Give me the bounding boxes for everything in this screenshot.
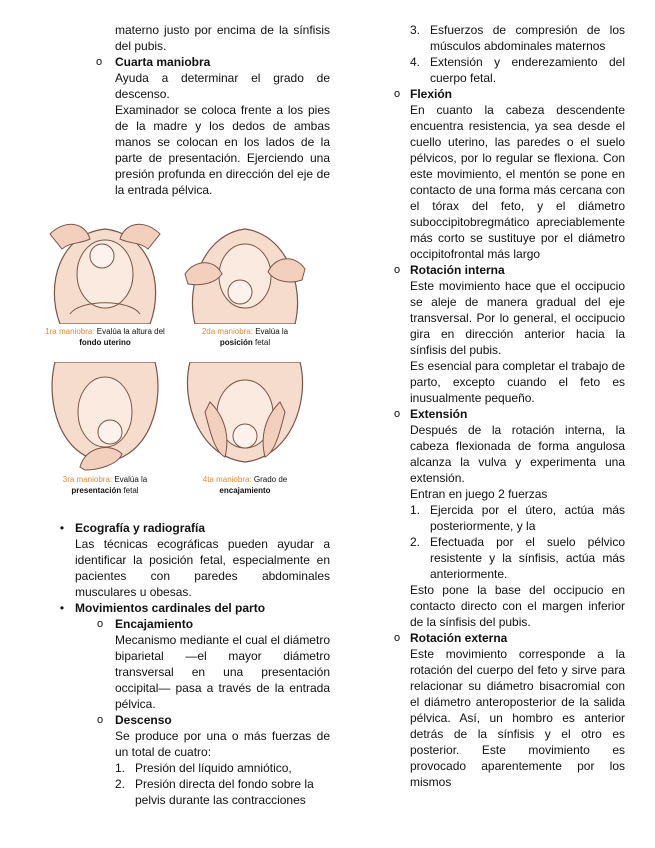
list-item: 4. Extensión y enderezamiento del cuerpo fetal.: [410, 55, 625, 85]
circle-bullet-icon: o: [393, 632, 401, 644]
right-column: [390, 22, 625, 790]
list-item: 3. Esfuerzos de compresión de los músculos abdominales maternos: [410, 23, 625, 53]
circle-bullet-icon: o: [96, 618, 104, 630]
list-item: 2. Efectuada por el suelo pélvico resistente y la sínfisis, actúa más anteriormente.: [410, 535, 625, 581]
maneuver-illustration-3: [40, 362, 170, 502]
extension-text-2: Entran en juego 2 fuerzas: [410, 487, 548, 501]
encajamiento-heading: o Encajamiento: [55, 616, 330, 632]
extension-text-1: Después de la rotación interna, la cabeza flexionada de forma angulosa alcanza la vulva y experimenta una extensión.: [410, 423, 625, 485]
circle-bullet-icon: o: [95, 56, 103, 68]
bullet-dot-icon: •: [59, 601, 65, 615]
rotacion-interna-text-1: Este movimiento hace que el occipucio se aleje de manera gradual del eje transversal. Por lo general, el occipucio gira en dirección anterior hacia la sínfisis del pubis.: [410, 279, 625, 357]
abdomen-hands-image: [180, 214, 310, 324]
list-item: 1. Ejercida por el útero, actúa más posteriormente, y la: [410, 503, 625, 533]
maneuver-illustration-1: [40, 214, 170, 354]
ecografia-heading: • Ecografía y radiografía: [55, 520, 330, 536]
rotacion-interna-heading: o Rotación interna: [390, 262, 625, 278]
left-column-bottom: [55, 520, 330, 808]
extension-heading: o Extensión: [390, 406, 625, 422]
list-item: 2. Presión directa del fondo sobre la pelvis durante las contracciones: [115, 777, 314, 807]
list-item: 1. Presión del líquido amniótico,: [115, 761, 292, 775]
cuarta-maniobra-text-2: Examinador se coloca frente a los pies de la madre y los dedos de ambas manos se colocan en los lados de la parte de presentación. Ejerciendo una presión profunda en dirección del eje de la entrada pélvica.: [115, 103, 330, 197]
flexion-heading: o Flexión: [390, 86, 625, 102]
rotacion-externa-heading: o Rotación externa: [390, 630, 625, 646]
ecografia-text: Las técnicas ecográficas pueden ayudar a identificar la posición fetal, especialmente en pacientes con paredes abdominales musculares u obesas.: [75, 537, 330, 599]
movimientos-heading: • Movimientos cardinales del parto: [55, 600, 330, 616]
rotacion-interna-text-2: Es esencial para completar el trabajo de parto, excepto cuando el feto es inusualmente pequeño.: [410, 359, 625, 405]
maneuver-illustration-4: [180, 362, 310, 502]
cuarta-maniobra-text-1: Ayuda a determinar el grado de descenso.: [115, 71, 330, 101]
descenso-heading: o Descenso: [55, 712, 330, 728]
maneuver-caption-3: 3ra maniobra: Evalúa la presentación fetal: [62, 475, 148, 495]
continued-text: materno justo por encima de la sínfisis del pubis.: [115, 23, 330, 53]
maneuver-caption-4: 4ta maniobra: Grado de encajamiento: [202, 475, 288, 495]
flexion-text: En cuanto la cabeza descendente encuentra resistencia, ya sea desde el cuello uterino, las paredes o el suelo pélvicos, por lo regular se flexiona. Con este movimiento, el mentón se pone en contacto de una forma más cercana con el tórax del feto, y el diámetro suboccipitobregmático apreciablemente más corto se sustituye por el diámetro occipitofrontal más largo: [410, 103, 625, 261]
descenso-text: Se produce por una o más fuerzas de un total de cuatro:: [115, 729, 330, 759]
rotacion-externa-text: Este movimiento corresponde a la rotación del cuerpo del feto y sirve para relacionar su diámetro bisacromial con el diámetro anteroposterior de la salida pélvica. Así, un hombro es anterior detrás de la sínfisis y el otro es posterior. Este movimiento es provocado aparentemente por los mismos: [410, 647, 625, 789]
abdomen-hands-image: [40, 214, 170, 324]
circle-bullet-icon: o: [393, 88, 401, 100]
left-column: [40, 22, 330, 198]
circle-bullet-icon: o: [393, 408, 401, 420]
maneuver-illustration-2: [180, 214, 310, 354]
cuarta-maniobra-heading: o Cuarta maniobra: [40, 54, 330, 70]
circle-bullet-icon: o: [96, 714, 104, 726]
abdomen-hands-image: [180, 362, 310, 472]
encajamiento-text: Mecanismo mediante el cual el diámetro biparietal —el mayor diámetro transversal en una presentación occipital— pasa a través de la entrada pélvica.: [115, 633, 330, 711]
maneuver-caption-2: 2da maniobra: Evalúa la posición fetal: [201, 327, 289, 347]
extension-text-3: Esto pone la base del occipucio en contacto directo con el margen inferior de la sínfisis del pubis.: [410, 583, 625, 629]
abdomen-hands-image: [40, 362, 170, 472]
bullet-dot-icon: •: [59, 521, 65, 535]
circle-bullet-icon: o: [393, 264, 401, 276]
leopold-maneuvers-figure: [40, 214, 310, 504]
maneuver-caption-1: 1ra maniobra: Evalúa la altura del fondo uterino: [45, 327, 165, 347]
